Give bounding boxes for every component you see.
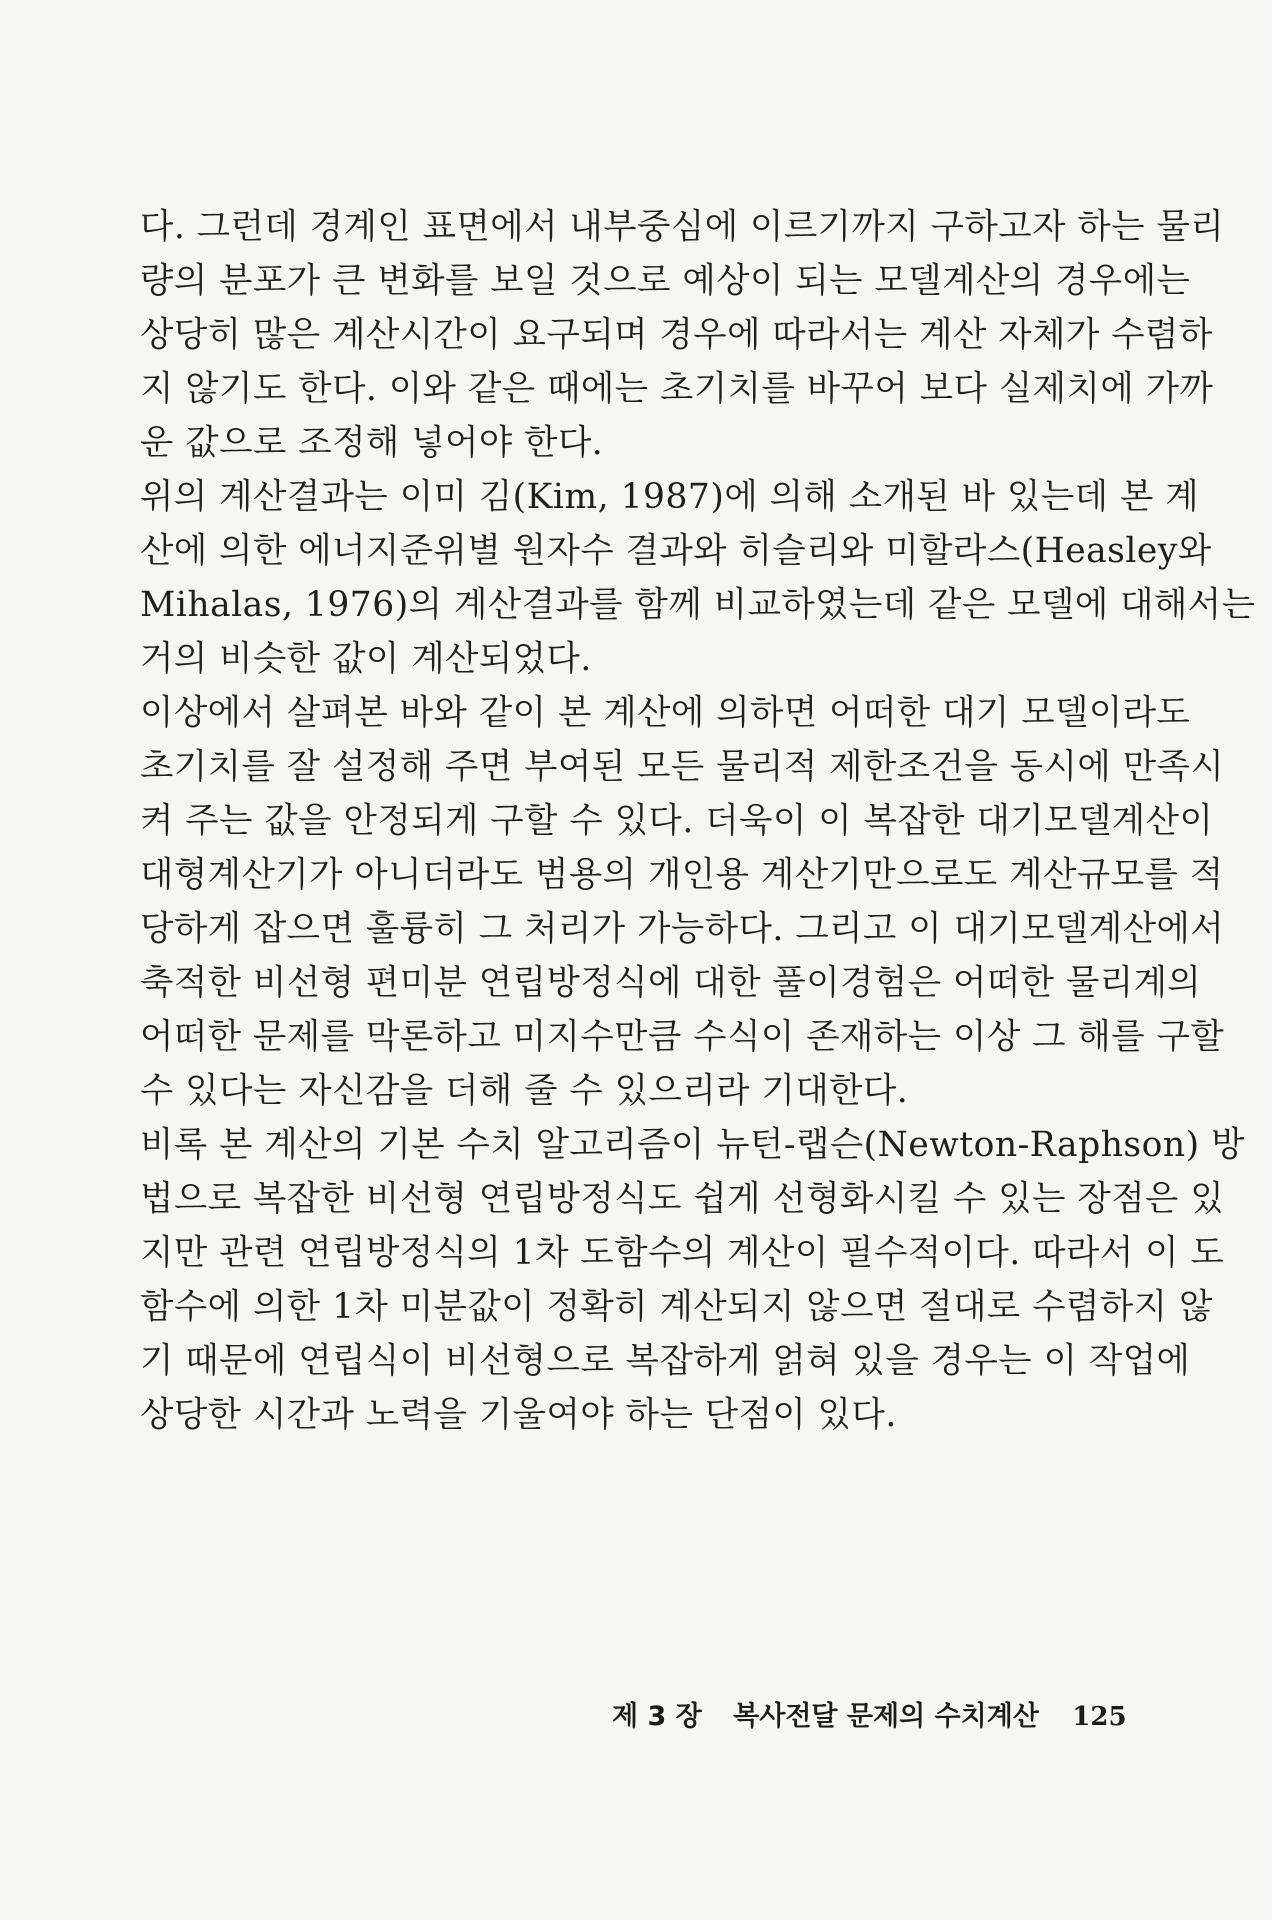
text-line: 비록 본 계산의 기본 수치 알고리즘이 뉴턴-랩슨(Newton-Raphson) 방	[140, 1125, 1245, 1165]
page-number: 125	[1072, 1702, 1127, 1732]
text-line: 량의 분포가 큰 변화를 보일 것으로 예상이 되는 모델계산의 경우에는	[140, 261, 1191, 301]
text-line: 상당한 시간과 노력을 기울여야 하는 단점이 있다.	[140, 1395, 897, 1435]
text-line: 지 않기도 한다. 이와 같은 때에는 초기치를 바꾸어 보다 실제치에 가까	[140, 369, 1214, 409]
text-line: 축적한 비선형 편미분 연립방정식에 대한 풀이경험은 어떠한 물리계의	[140, 963, 1202, 1003]
text-line: 거의 비슷한 값이 계산되었다.	[140, 639, 592, 679]
text-line: 함수에 의한 1차 미분값이 정확히 계산되지 않으면 절대로 수렴하지 않	[140, 1287, 1213, 1327]
text-line: Mihalas, 1976)의 계산결과를 함께 비교하였는데 같은 모델에 대해서는	[140, 585, 1256, 625]
text-line: 상당히 많은 계산시간이 요구되며 경우에 따라서는 계산 자체가 수렴하	[140, 315, 1213, 355]
text-line: 산에 의한 에너지준위별 원자수 결과와 히슬리와 미할라스(Heasley와	[140, 531, 1212, 571]
running-footer	[612, 1697, 1127, 1737]
text-line: 대형계산기가 아니더라도 범용의 개인용 계산기만으로도 계산규모를 적	[140, 855, 1224, 895]
text-line: 위의 계산결과는 이미 김(Kim, 1987)에 의해 소개된 바 있는데 본 계	[140, 477, 1200, 517]
text-line: 법으로 복잡한 비선형 연립방정식도 쉽게 선형화시킬 수 있는 장점은 있	[140, 1179, 1225, 1219]
text-line: 기 때문에 연립식이 비선형으로 복잡하게 얽혀 있을 경우는 이 작업에	[140, 1341, 1191, 1381]
text-line: 초기치를 잘 설정해 주면 부여된 모든 물리적 제한조건을 동시에 만족시	[140, 747, 1225, 787]
text-line: 수 있다는 자신감을 더해 줄 수 있으리라 기대한다.	[140, 1071, 909, 1111]
text-line: 지만 관련 연립방정식의 1차 도함수의 계산이 필수적이다. 따라서 이 도	[140, 1233, 1225, 1273]
chapter-label: 제 3 장	[612, 1701, 702, 1732]
text-line: 어떠한 문제를 막론하고 미지수만큼 수식이 존재하는 이상 그 해를 구할	[140, 1017, 1225, 1057]
chapter-title: 복사전달 문제의 수치계산	[733, 1701, 1039, 1732]
text-line: 다. 그런데 경계인 표면에서 내부중심에 이르기까지 구하고자 하는 물리	[140, 207, 1225, 247]
text-line: 운 값으로 조정해 넣어야 한다.	[140, 423, 604, 463]
text-line: 켜 주는 값을 안정되게 구할 수 있다. 더욱이 이 복잡한 대기모델계산이	[140, 801, 1214, 841]
text-line: 당하게 잡으면 훌륭히 그 처리가 가능하다. 그리고 이 대기모델계산에서	[140, 909, 1225, 949]
text-line: 이상에서 살펴본 바와 같이 본 계산에 의하면 어떠한 대기 모델이라도	[140, 693, 1191, 733]
